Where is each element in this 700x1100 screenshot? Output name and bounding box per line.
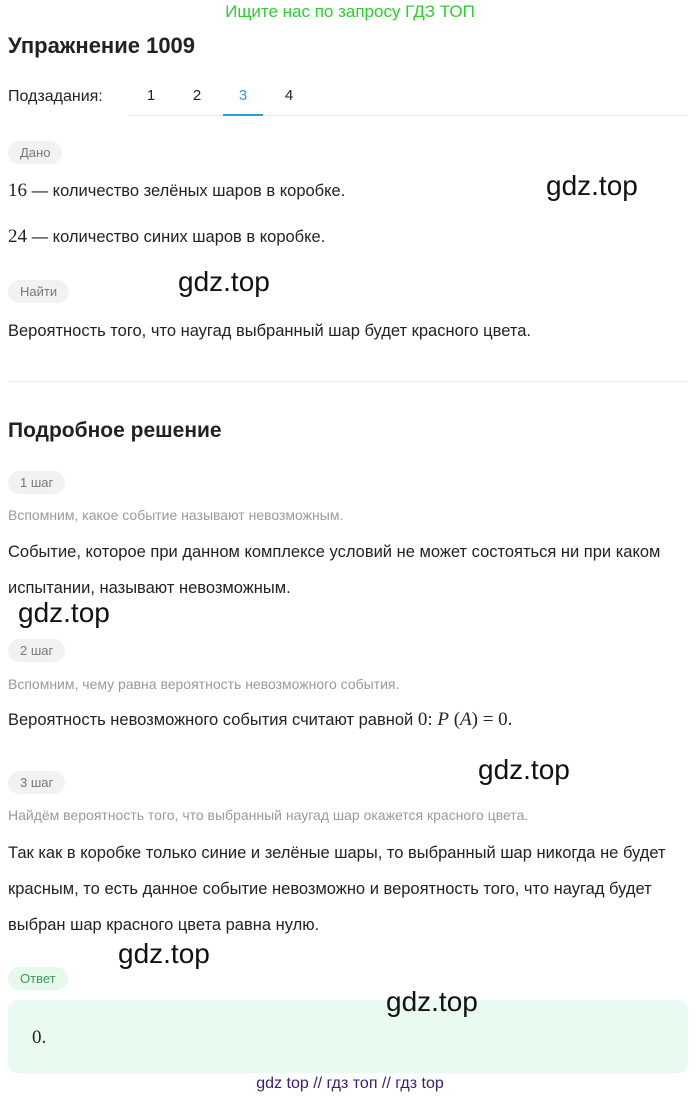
step-2-text-lead: Вероятность невозможного события считают равной [8, 711, 418, 729]
step-2-formula: 0: P (A) = 0. [417, 709, 513, 730]
given-blue-text: — количество синих шаров в коробке. [27, 228, 326, 246]
step-3-badge: 3 шаг [8, 771, 65, 794]
step-1-hint: Вспомним, какое событие называют невозможным. [8, 507, 344, 523]
step-3-hint: Найдём вероятность того, что выбранный наугад шар окажется красного цвета. [8, 807, 529, 823]
watermark: gdz.top [478, 754, 570, 785]
watermark: gdz.top [178, 266, 270, 297]
answer-badge: Ответ [8, 967, 68, 990]
tab-subtask-2[interactable]: 2 [192, 87, 202, 104]
step-2-badge: 2 шаг [8, 639, 65, 662]
tab-subtask-4[interactable]: 4 [284, 87, 294, 104]
given-green-count: 16 [8, 180, 27, 201]
watermark: gdz.top [386, 986, 478, 1017]
page-title: Упражнение 1009 [8, 33, 196, 58]
tab-subtask-1[interactable]: 1 [146, 87, 156, 104]
subtask-tabs [128, 78, 688, 116]
find-text: Вероятность того, что наугад выбранный шар будет красного цвета. [8, 322, 531, 340]
given-green-text: — количество зелёных шаров в коробке. [27, 182, 346, 200]
given-badge: Дано [8, 141, 62, 164]
tab-subtask-3[interactable]: 3 [220, 78, 266, 115]
find-badge: Найти [8, 280, 69, 303]
subtasks-label: Подзадания: [8, 88, 103, 105]
step-1-badge: 1 шаг [8, 471, 65, 494]
answer-box [8, 1000, 688, 1073]
step-2-text [8, 702, 688, 738]
given-blue-count: 24 [8, 226, 27, 247]
subtasks-bar [8, 78, 688, 116]
answer-value: 0. [32, 1027, 47, 1048]
step-1-text: Событие, которое при данном комплексе условий не может состояться ни при каком испытании, называют невозможным. [8, 543, 661, 597]
promo-banner: Ищите нас по запросу ГДЗ ТОП [225, 2, 475, 21]
watermark: gdz.top [18, 597, 110, 628]
section-divider [8, 381, 688, 382]
step-3-text: Так как в коробке только синие и зелёные шары, то выбранный шар никогда не будет красным, то есть данное событие невозможно и вероятность того, что наугад будет выбран шар красного цвета равна нулю. [8, 844, 666, 934]
given-line-blue [8, 226, 325, 248]
given-line-green [8, 180, 345, 202]
watermark: gdz.top [546, 170, 638, 201]
watermark: gdz.top [118, 938, 210, 969]
step-2-hint: Вспомним, чему равна вероятность невозможного события. [8, 676, 400, 692]
solution-title: Подробное решение [8, 419, 222, 442]
footer-links: gdz top // гдз топ // гдз top [256, 1075, 444, 1092]
